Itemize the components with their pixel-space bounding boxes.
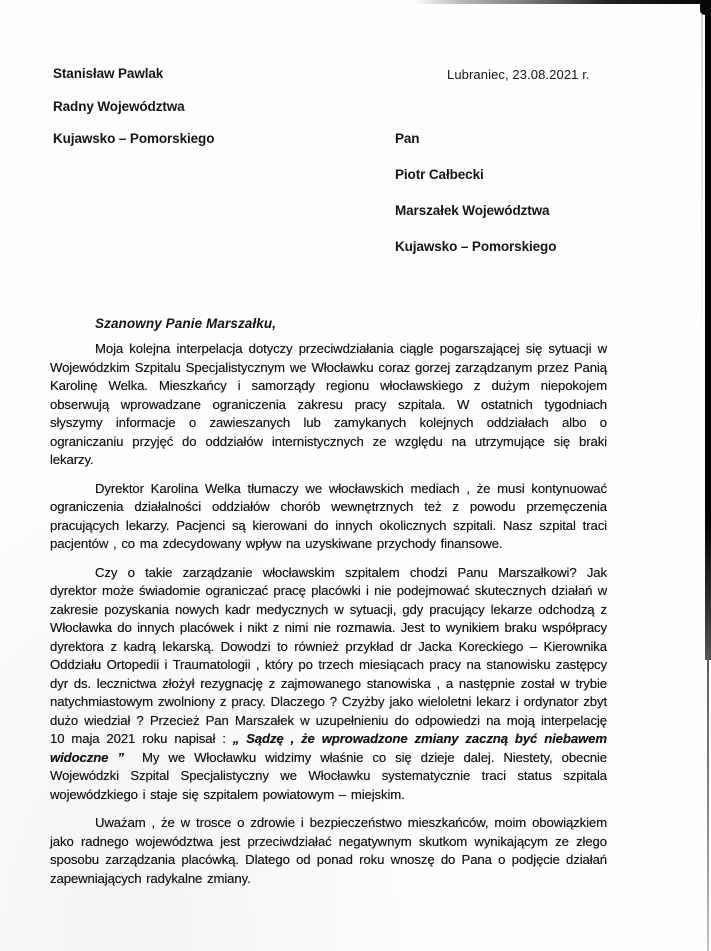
letter-body bbox=[50, 316, 607, 898]
sender-title-line2: Kujawsko – Pomorskiego bbox=[53, 131, 215, 146]
scan-right-edge-tail-artifact bbox=[707, 655, 709, 951]
recipient-title-line2: Kujawsko – Pomorskiego bbox=[395, 239, 557, 254]
paragraph-1: Moja kolejna interpelacja dotyczy przeciwdziałania ciągle pogarszającej się sytuacji w Wojewódzkim Szpitalu Specjalistycznym we Włocławku coraz gorzej zarządzanym przez Panią Karolinę Welka. Mieszkańcy i samorządy regionu włocławskiego z dużym niepokojem obserwują wprowadzane ograniczenia zakresu pracy szpitala. W ostatnich tygodniach słyszymy informacje o zawieszanych lub zamykanych kolejnych oddziałach albo o ograniczaniu przyjęć do oddziałów internistycznych ze względu na utrzymujące się braki lekarzy. bbox=[50, 341, 607, 467]
sender-name: Stanisław Pawlak bbox=[53, 66, 164, 81]
scan-right-edge-artifact bbox=[705, 0, 711, 660]
paragraph-2: Dyrektor Karolina Welka tłumaczy we włocławskich mediach , że musi kontynuować ograniczenia działalności oddziałów chorób wewnętrznych też z powodu przemęczenia pracujących lekarzy. Pacjenci są kierowani do innych okolicznych szpitali. Nasz szpital traci pacjentów , co ma zdecydowany wpływ na uzyskiwane przychody finansowe. bbox=[50, 480, 607, 551]
recipient-honorific: Pan bbox=[395, 131, 420, 146]
scan-top-edge-artifact bbox=[412, 0, 711, 4]
paragraph-3-text-after-quote: My we Włocławku widzimy właśnie co się dzieje dalej. Niestety, obecnie Wojewódzki Szpital Specjalistyczny we Włocławku systematycznie traci status szpitala wojewódzkiego i staje się szpitalem powiatowym – miejskim. bbox=[50, 749, 607, 802]
salutation: Szanowny Panie Marszałku, bbox=[95, 316, 277, 331]
sender-title-line1: Radny Województwa bbox=[53, 98, 185, 114]
scan-corner-blob-artifact bbox=[700, 0, 711, 15]
paragraph-3 bbox=[50, 564, 607, 805]
paragraph-3-quoted-reply: „ Sądzę , że wprowadzone zmiany zaczną być niebawem widoczne ” bbox=[50, 731, 608, 765]
recipient-name: Piotr Całbecki bbox=[395, 167, 484, 182]
scan-right-faint-line-artifact bbox=[701, 0, 703, 330]
place-and-date: Lubraniec, 23.08.2021 r. bbox=[447, 67, 590, 82]
paragraph-4: Uważam , że w trosce o zdrowie i bezpieczeństwo mieszkańców, moim obowiązkiem jako radnego województwa jest przeciwdziałać negatywnym skutkom wynikającym ze złego sposobu zarządzania placówką. Dlatego od ponad roku wnoszę do Pana o podjęcie działań zapewniających radykalne zmiany. bbox=[50, 815, 607, 886]
paragraph-3-text-before-quote: Czy o takie zarządzanie włocławskim szpitalem chodzi Panu Marszałkowi? Jak dyrektor może świadomie ograniczać pracę placówki i nie podejmować skutecznych działań w zakresie pozyskania nowych kadr medycznych w sytuacji, gdy pracujący lekarze odchodzą z Włocławka do innych placówek i nikt z nimi nie rozmawia. Jest to wynikiem braku współpracy dyrektora z kadrą lekarską. Dowodzi to również przykład dr Jacka Koreckiego – Kierownika Oddziału Ortopedii i Traumatologii , który po trzech miesiącach pracy na stanowisku zastępcy dyr ds. lecznictwa złożył rezygnację z zajmowanego stanowiska , a następnie został w trybie natychmiastowym zwolniony z pracy. Dlaczego ? Czyżby jako wieloletni lekarz i ordynator zbyt dużo wiedział ? Przecież Pan Marszałek w uzupełnieniu do odpowiedzi na moją interpelację 10 maja 2021 roku napisał : bbox=[50, 564, 607, 746]
recipient-title-line1: Marszałek Województwa bbox=[395, 203, 550, 218]
sender-block bbox=[53, 66, 214, 164]
recipient-block bbox=[395, 131, 556, 275]
